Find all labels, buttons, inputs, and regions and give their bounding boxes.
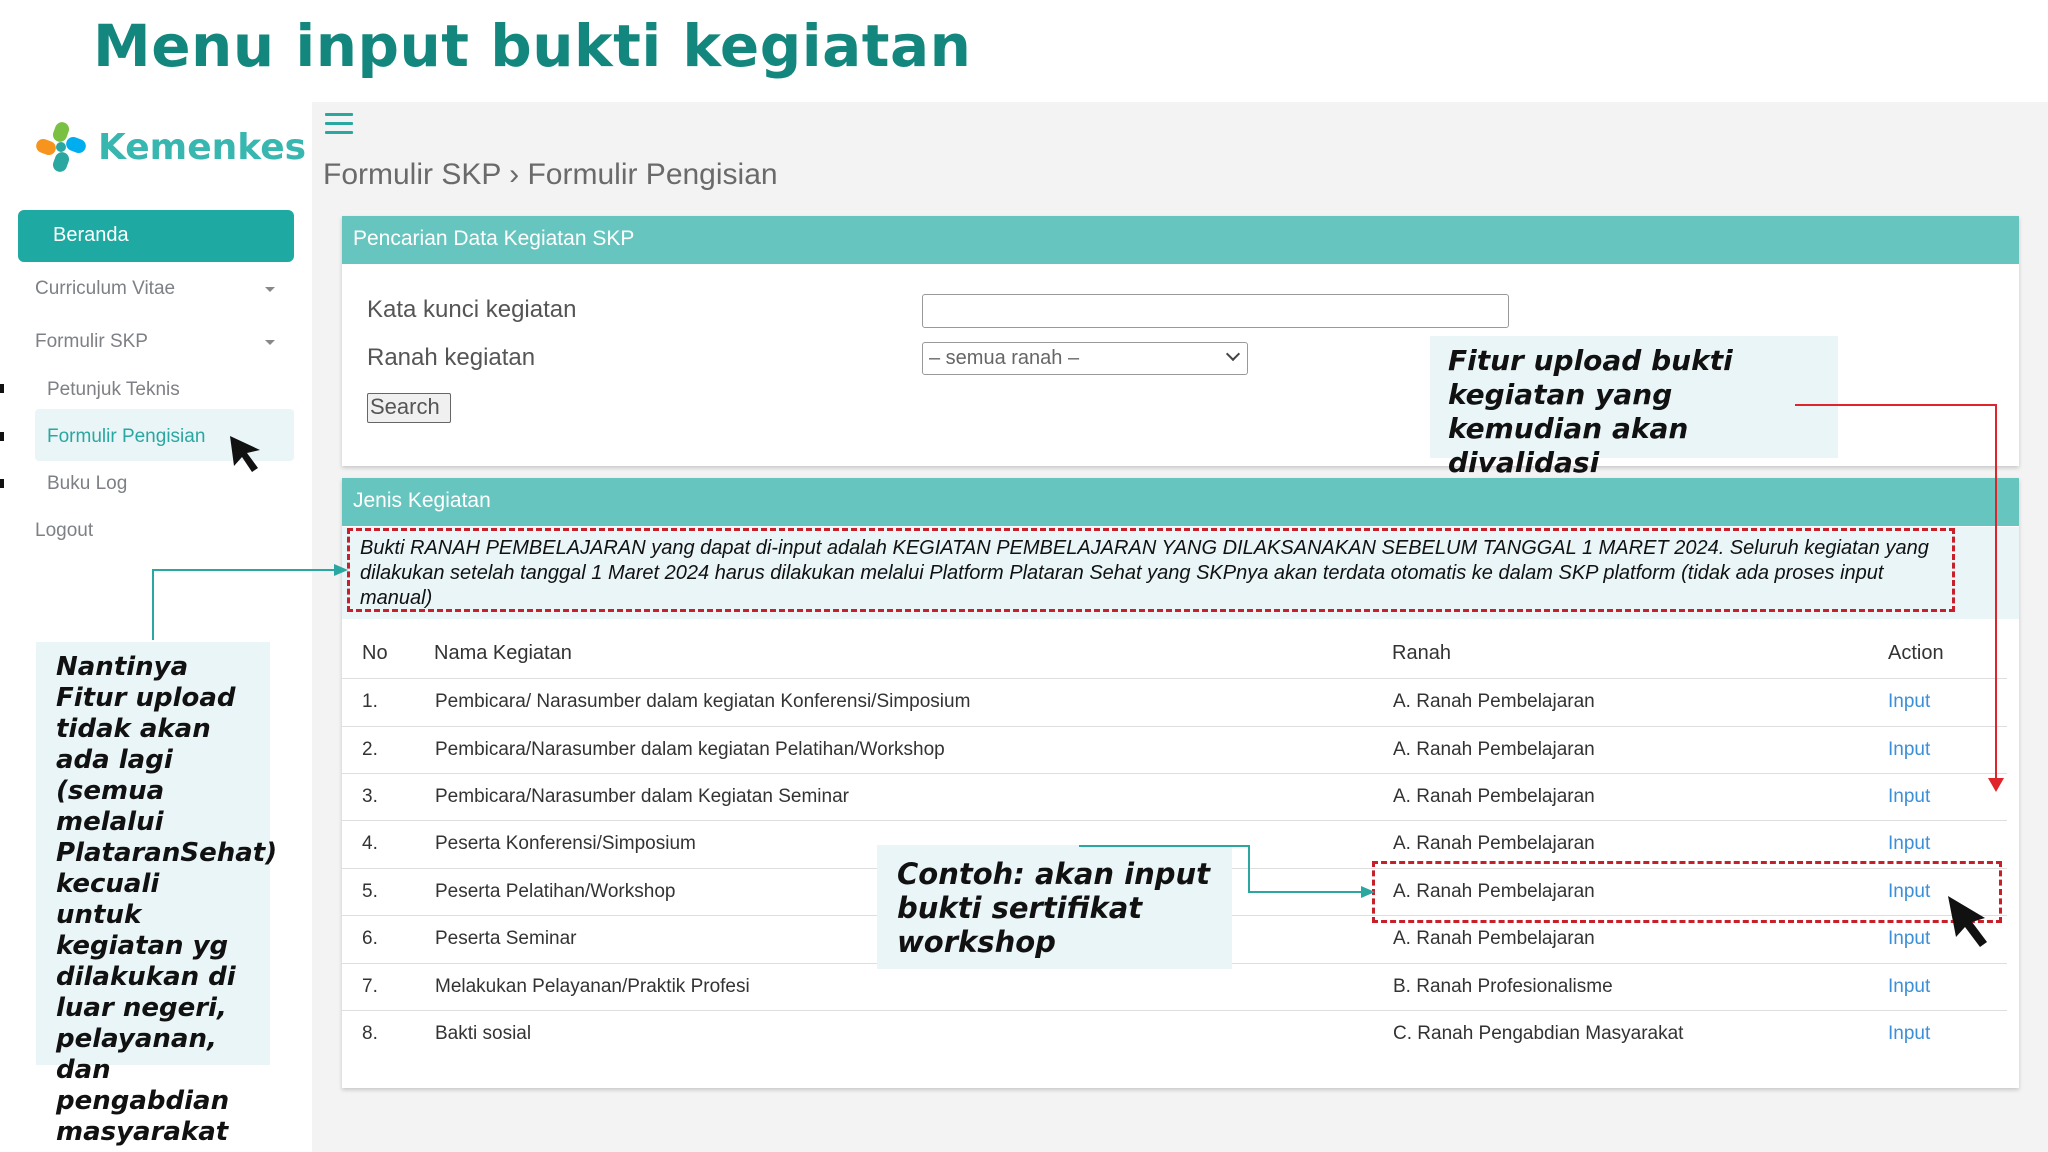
row-number: 7.	[362, 976, 378, 997]
sidebar-item-label: Curriculum Vitae	[35, 278, 176, 299]
sidebar-item-label: Formulir SKP	[35, 331, 148, 352]
mouse-cursor-icon	[228, 434, 264, 474]
breadcrumb: Formulir SKP › Formulir Pengisian	[323, 158, 778, 191]
column-header-action: Action	[1888, 642, 1944, 664]
kemenkes-logo[interactable]	[34, 120, 306, 174]
input-link[interactable]: Input	[1888, 833, 1931, 854]
row-name: Bakti sosial	[435, 1023, 532, 1044]
ranah-label: Ranah kegiatan	[367, 344, 536, 371]
callout-example: Contoh: akan input bukti sertifikat workshop	[877, 845, 1232, 969]
sidebar-item-beranda[interactable]: Beranda	[18, 210, 294, 262]
activities-card-title: Jenis Kegiatan	[342, 478, 2019, 526]
sidebar-item-buku-log[interactable]: Buku Log	[47, 473, 128, 494]
sidebar-item-logout[interactable]: Logout	[35, 520, 94, 541]
brand-name: Kemenkes	[98, 126, 307, 168]
table-row	[342, 1010, 2007, 1057]
sidebar-item-curriculum-vitae[interactable]	[35, 278, 285, 300]
callout-future-note: Nantinya Fitur upload tidak akan ada lagi (semua melalui PlataranSehat) kecuali untuk kegiatan yg dilakukan di luar negeri, pelayanan, dan pengabdian masyarakat	[36, 642, 270, 1065]
row-ranah: A. Ranah Pembelajaran	[1393, 928, 1595, 949]
keyword-input[interactable]	[922, 294, 1509, 328]
row-name: Peserta Konferensi/Simposium	[435, 833, 696, 854]
sidebar-item-formulir-skp[interactable]	[35, 331, 285, 353]
row-ranah: C. Ranah Pengabdian Masyarakat	[1393, 1023, 1684, 1044]
row-name: Melakukan Pelayanan/Praktik Profesi	[435, 976, 750, 997]
callout-upload-feature: Fitur upload bukti kegiatan yang kemudian akan divalidasi	[1430, 336, 1838, 458]
row-number: 3.	[362, 786, 378, 807]
row-ranah: A. Ranah Pembelajaran	[1393, 691, 1595, 712]
row-ranah: A. Ranah Pembelajaran	[1393, 881, 1595, 902]
row-name: Pembicara/Narasumber dalam kegiatan Pelatihan/Workshop	[435, 739, 945, 760]
input-link[interactable]: Input	[1888, 1023, 1931, 1044]
table-row	[342, 678, 2007, 725]
hamburger-menu-icon[interactable]	[325, 113, 353, 135]
column-header-name: Nama Kegiatan	[434, 642, 572, 664]
row-name: Peserta Pelatihan/Workshop	[435, 881, 676, 902]
row-number: 8.	[362, 1023, 378, 1044]
chevron-down-icon	[1226, 347, 1240, 361]
input-link[interactable]: Input	[1888, 739, 1931, 760]
input-link[interactable]: Input	[1888, 786, 1931, 807]
row-ranah: A. Ranah Pembelajaran	[1393, 739, 1595, 760]
slide-title: Menu input bukti kegiatan	[93, 12, 972, 80]
row-name: Pembicara/ Narasumber dalam kegiatan Konferensi/Simposium	[435, 691, 971, 712]
row-ranah: A. Ranah Pembelajaran	[1393, 786, 1595, 807]
row-number: 1.	[362, 691, 378, 712]
sidebar-marker	[0, 384, 4, 393]
ranah-select[interactable]	[922, 342, 1248, 375]
keyword-label: Kata kunci kegiatan	[367, 296, 577, 323]
notice-text: Bukti RANAH PEMBELAJARAN yang dapat di-input adalah KEGIATAN PEMBELAJARAN YANG DILAKSANAKAN SEBELUM TANGGAL 1 MARET 2024. Seluruh kegiatan yang dilakukan setelah tanggal 1 Maret 2024 harus dilakukan melalui Platform Plataran Sehat yang SKPnya akan terdata otomatis ke dalam SKP platform (tidak ada proses input manual)	[347, 528, 1955, 612]
sidebar-marker	[0, 432, 4, 441]
row-number: 4.	[362, 833, 378, 854]
row-number: 2.	[362, 739, 378, 760]
row-number: 5.	[362, 881, 378, 902]
input-link[interactable]: Input	[1888, 976, 1931, 997]
highlight-box	[1372, 861, 2002, 923]
ranah-select-value: – semua ranah –	[929, 347, 1080, 369]
table-row	[342, 726, 2007, 773]
row-name: Pembicara/Narasumber dalam Kegiatan Seminar	[435, 786, 849, 807]
column-header-ranah: Ranah	[1392, 642, 1451, 664]
table-row	[342, 773, 2007, 820]
row-number: 6.	[362, 928, 378, 949]
caret-down-icon	[265, 287, 275, 292]
column-header-no: No	[362, 642, 388, 664]
input-link[interactable]: Input	[1888, 928, 1931, 949]
input-link[interactable]: Input	[1888, 691, 1931, 712]
kemenkes-logo-icon	[34, 120, 88, 174]
search-card-title: Pencarian Data Kegiatan SKP	[342, 216, 2019, 264]
row-ranah: B. Ranah Profesionalisme	[1393, 976, 1613, 997]
row-name: Peserta Seminar	[435, 928, 577, 949]
input-link[interactable]: Input	[1888, 881, 1931, 902]
search-button[interactable]: Search	[367, 393, 451, 423]
sidebar-marker	[0, 479, 4, 488]
caret-down-icon	[265, 340, 275, 345]
sidebar-item-formulir-pengisian[interactable]: Formulir Pengisian	[47, 426, 206, 447]
table-row	[342, 963, 2007, 1010]
sidebar-item-petunjuk-teknis[interactable]: Petunjuk Teknis	[47, 379, 180, 400]
row-ranah: A. Ranah Pembelajaran	[1393, 833, 1595, 854]
